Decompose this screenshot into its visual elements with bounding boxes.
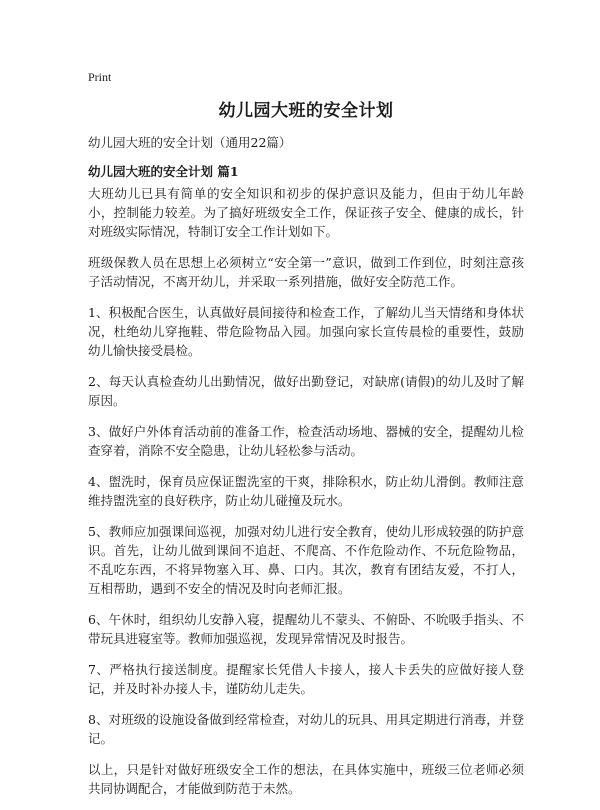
paragraph-conclusion: 以上，只是针对做好班级安全工作的想法，在具体实施中，班级三位老师必须共同协调配合，才能做到防范于未然。 (88, 762, 524, 796)
paragraph-item-8: 8、对班级的设施设备做到经常检查，对幼儿的玩具、用具定期进行消毒，并登记。 (88, 712, 524, 746)
section-heading: 幼儿园大班的安全计划 篇1 (88, 164, 239, 179)
paragraph-item-3: 3、做好户外体育活动前的准备工作，检查活动场地、器械的安全，提醒幼儿检查穿着，消除不安全隐患，让幼儿轻松参与活动。 (88, 424, 524, 458)
paragraph-item-6: 6、午休时，组织幼儿安静入寝，提醒幼儿不蒙头、不俯卧、不吮吸手指头、不带玩具进寝室等。教师加强巡视，发现异常情况及时报告。 (88, 612, 524, 646)
section-body (88, 184, 524, 810)
page-title: 幼儿园大班的安全计划 (218, 101, 394, 121)
print-label: Print (88, 70, 112, 84)
paragraph-intro: 大班幼儿已具有简单的安全知识和初步的保护意识及能力，但由于幼儿年龄小，控制能力较差。为了搞好班级安全工作，保证孩子安全、健康的成长，针对班级实际情况，特制订安全工作计划如下。 (88, 186, 524, 239)
paragraph-item-5: 5、教师应加强课间巡视，加强对幼儿进行安全教育，使幼儿形成较强的防护意识。首先，让幼儿做到课间不追赶、不爬高、不作危险动作、不玩危险物品，不乱吃东西，不将异物塞入耳、鼻、口内。其次，教育有团结友爱，不打人，互相帮助，遇到不安全的情况及时向老师汇报。 (88, 524, 524, 596)
paragraph-item-7: 7、严格执行接送制度。提醒家长凭借人卡接人，接人卡丢失的应做好接人登记，并及时补办接人卡，谨防幼儿走失。 (88, 662, 524, 696)
document-subtitle: 幼儿园大班的安全计划（通用22篇） (88, 135, 292, 150)
paragraph-item-2: 2、每天认真检查幼儿出勤情况，做好出勤登记，对缺席(请假)的幼儿及时了解原因。 (88, 374, 524, 408)
paragraph-principle: 班级保教人员在思想上必须树立“安全第一”意识，做到工作到位，时刻注意孩子活动情况，不离开幼儿，并采取一系列措施，做好安全防范工作。 (88, 255, 524, 289)
paragraph-item-4: 4、盥洗时，保育员应保证盥洗室的干爽，排除积水，防止幼儿滑倒。教师注意维持盥洗室的良好秩序，防止幼儿碰撞及玩水。 (88, 474, 524, 508)
paragraph-item-1: 1、积极配合医生，认真做好晨间接待和检查工作，了解幼儿当天情绪和身体状况，杜绝幼儿穿拖鞋、带危险物品入园。加强向家长宣传晨检的重要性，鼓励幼儿愉快接受晨检。 (88, 305, 524, 358)
